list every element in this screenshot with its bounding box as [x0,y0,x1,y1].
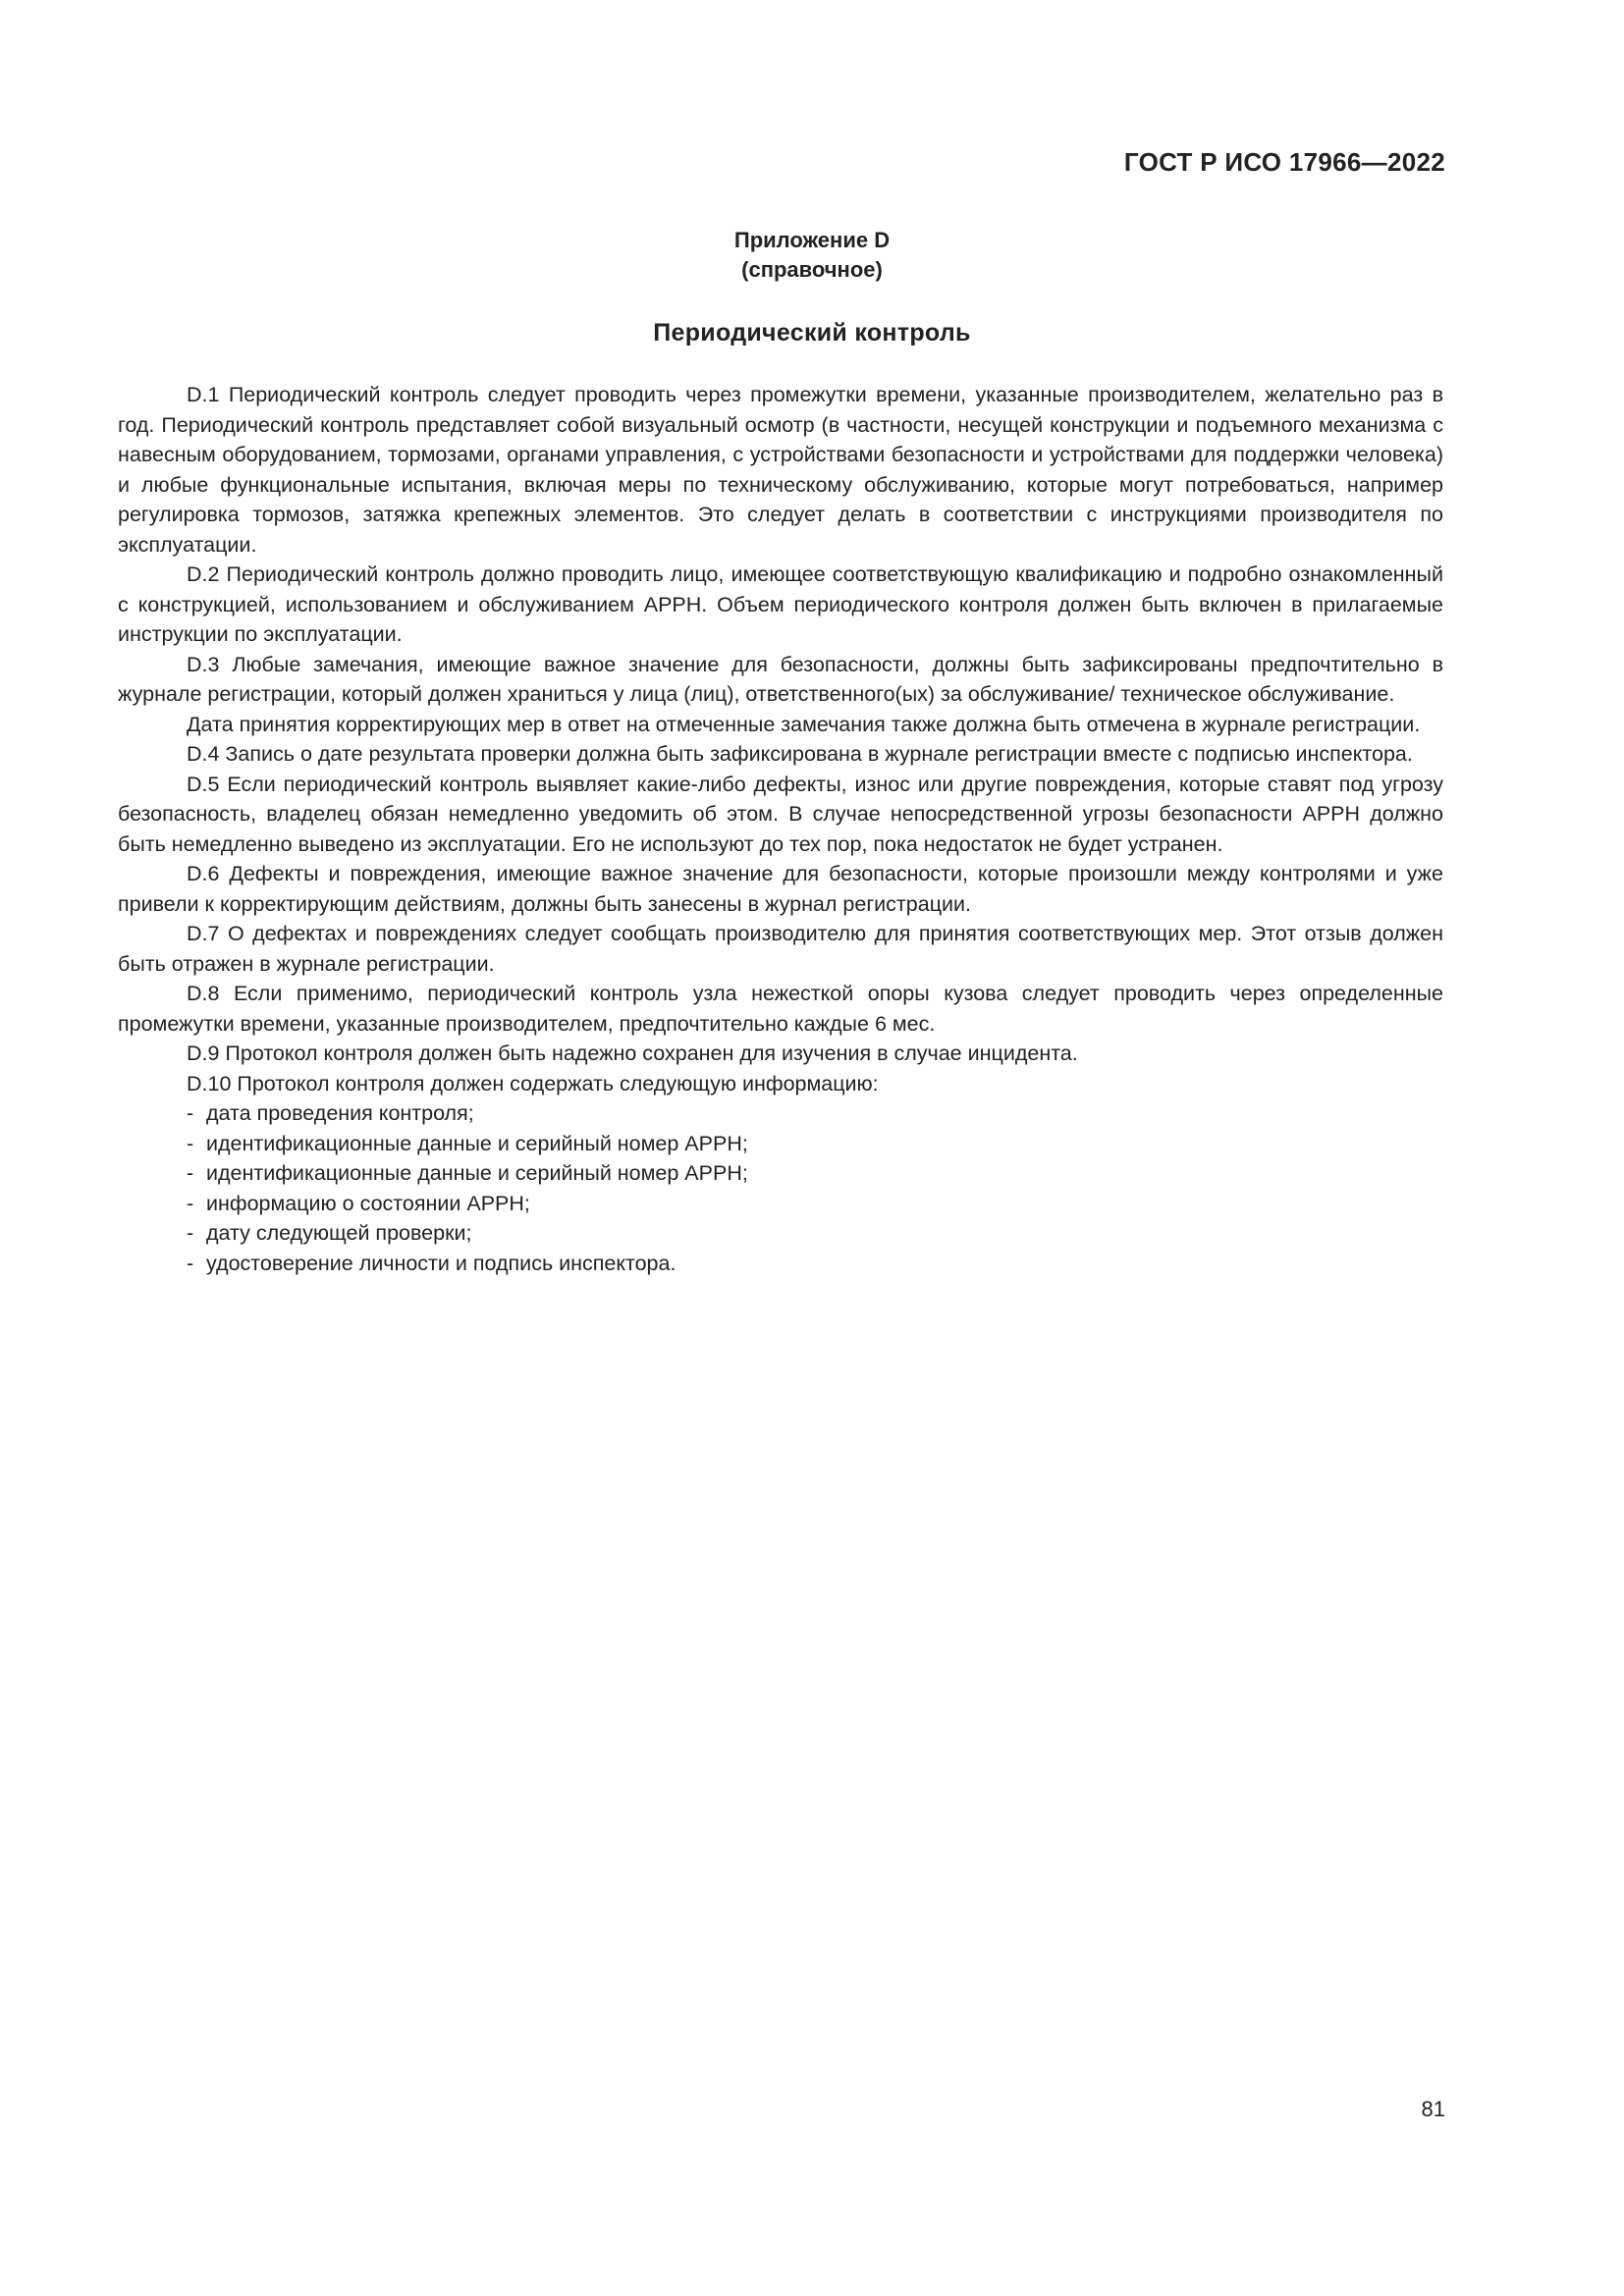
list-item [118,1218,1443,1249]
list-item-text: дату следующей проверки; [206,1221,472,1245]
document-body [118,380,1443,1278]
section-title: Периодический контроль [653,319,971,347]
paragraph-d1: D.1 Периодический контроль следует проводить через промежутки времени, указанные производителем, желательно раз в год. Периодический контроль представляет собой визуальный осмотр (в частности, несущей конструкции и подъемного механизма с навесным оборудованием, тормозами, органами управления, с устройствами безопасности и устройствами для поддержки человека) и любые функциональные испытания, включая меры по техническому обслуживанию, которые могут потребоваться, например регулировка тормозов, затяжка крепежных элементов. Это следует делать в соответствии с инструкциями производителя по эксплуатации. [118,383,1443,557]
list-item-text: информацию о состоянии АРРН; [206,1191,530,1215]
paragraph-d4: D.4 Запись о дате результата проверки должна быть зафиксирована в журнале регистрации вместе с подписью инспектора. [187,742,1413,766]
list-item-text: идентификационные данные и серийный номер АРРН; [206,1161,748,1185]
paragraph-d7: D.7 О дефектах и повреждениях следует сообщать производителю для принятия соответствующих мер. Этот отзыв должен быть отражен в журнале регистрации. [118,922,1443,976]
list-item [118,1189,1443,1219]
paragraph-d3: D.3 Любые замечания, имеющие важное значение для безопасности, должны быть зафиксированы предпочтительно в журнале регистрации, который должен храниться у лица (лиц), ответственного(ых) за обслуживание/ техническое обслуживание. [118,652,1443,706]
paragraph-d2: D.2 Периодический контроль должно проводить лицо, имеющее соответствующую квалификацию и подробно ознакомленный с конструкцией, использованием и обслуживанием АРРН. Объем периодического контроля должен быть включен в прилагаемые инструкции по эксплуатации. [118,562,1443,646]
list-marker: - [187,1251,194,1275]
list-item-text: идентификационные данные и серийный номер АРРН; [206,1131,748,1155]
list-marker: - [187,1191,194,1215]
inspection-info-list [118,1098,1443,1278]
paragraph-d3-continued: Дата принятия корректирующих мер в ответ на отмеченные замечания также должна быть отмечена в журнале регистрации. [187,712,1421,736]
appendix-subtitle: (справочное) [741,257,883,282]
list-marker: - [187,1161,194,1185]
appendix-heading [0,226,1624,285]
list-item-text: дата проведения контроля; [206,1101,474,1125]
document-code: ГОСТ Р ИСО 17966—2022 [1123,147,1445,177]
paragraph-d10: D.10 Протокол контроля должен содержать следующую информацию: [187,1071,879,1095]
list-item [118,1098,1443,1129]
list-item [118,1158,1443,1189]
paragraph-d6: D.6 Дефекты и повреждения, имеющие важное значение для безопасности, которые произошли между контролями и уже привели к корректирующим действиям, должны быть занесены в журнал регистрации. [118,862,1443,916]
appendix-title: Приложение D [733,228,891,252]
list-item-text: удостоверение личности и подпись инспектора. [206,1251,677,1275]
list-marker: - [187,1131,194,1155]
list-marker: - [187,1221,194,1245]
page-number: 81 [1421,2097,1445,2121]
list-marker: - [187,1101,194,1125]
paragraph-d9: D.9 Протокол контроля должен быть надежно сохранен для изучения в случае инцидента. [187,1041,1078,1065]
paragraph-d5: D.5 Если периодический контроль выявляет какие-либо дефекты, износ или другие повреждения, которые ставят под угрозу безопасность, владелец обязан немедленно уведомить об этом. В случае непосредственной угрозы безопасности АРРН должно быть немедленно выведено из эксплуатации. Его не используют до тех пор, пока недостаток не будет устранен. [118,772,1443,856]
list-item [118,1249,1443,1279]
list-item [118,1129,1443,1159]
paragraph-d8: D.8 Если применимо, периодический контроль узла нежесткой опоры кузова следует проводить через определенные промежутки времени, указанные производителем, предпочтительно каждые 6 мес. [118,982,1443,1036]
